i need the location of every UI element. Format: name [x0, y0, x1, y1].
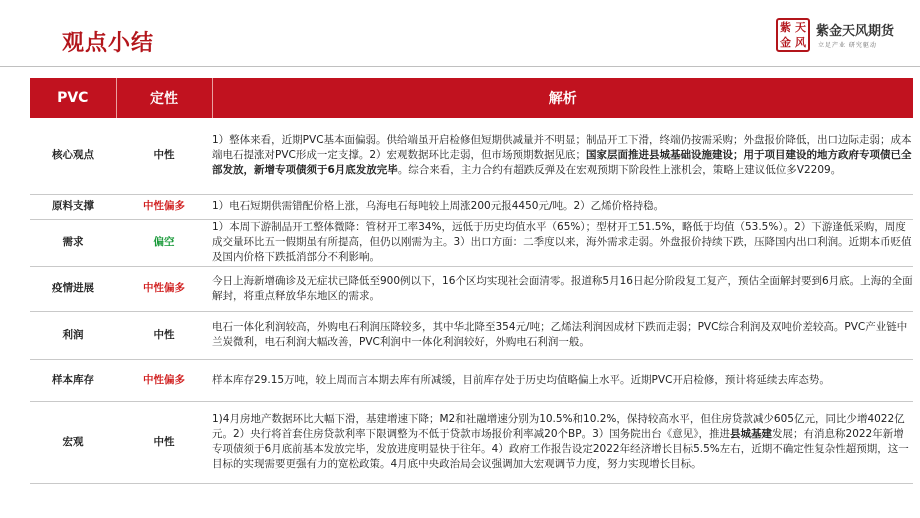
aspect-cell: 样本库存: [30, 359, 116, 401]
rating-cell: 中性: [116, 118, 212, 194]
table-row: [30, 219, 913, 266]
brand-logo: [776, 18, 916, 58]
analysis-text: 1)4月房地产数据环比大幅下滑，基建增速下降；M2和社融增速分别为10.5%和10.2%，保持较高水平，但住房贷款减少605亿元，同比少增4022亿元。2）央行将首套住房贷款利率下限调整为不低于贷款市场报价利率减20个BP。3）国务院出台《意见》，推进: [212, 413, 905, 440]
analysis-cell: [212, 359, 913, 401]
aspect-cell: 疫情进展: [30, 266, 116, 311]
aspect-cell: 需求: [30, 219, 116, 266]
table-row: [30, 311, 913, 359]
analysis-highlight: 国家层面推进县城基础设施建设；用于项目建设的地方政府专项债已全部发放，新增专项债须于6月底发放完毕: [212, 149, 912, 177]
analysis-text: 1）本周下游制品开工整体微降：管材开工率34%，远低于历史均值水平（65%）；型材开工51.5%，略低于均值（53.5%）。2）下游逢低采购，周度成交量环比五一假期虽有所提高，但仍以刚需为主。3）出口方面：二季度以来，海外需求走弱。外盘报价持续下跌，压降国内出口利润。近期本币贬值及国内价格下跌抵消部分不利影响。: [212, 221, 912, 263]
analysis-cell: [212, 118, 913, 194]
aspect-cell: 原料支撑: [30, 194, 116, 219]
rating-cell: 中性偏多: [116, 359, 212, 401]
analysis-text: 今日上海新增确诊及无症状已降低至900例以下，16个区均实现社会面清零。报道称5月16日起分阶段复工复产，预估全面解封要到6月底。上海的全面解封，将重点释放华东地区的需求。: [212, 274, 913, 302]
analysis-highlight: 县城基建: [730, 428, 773, 440]
header-cell-analysis: 解析: [212, 78, 913, 118]
analysis-text: 发展；有消息称2022年新增专项债须于6月底前基本发放完毕，发放进度明显快于往年。4）政府工作报告设定2022年经济增长目标5.5%左右，近期不确定性复杂性超预期，这一目标的实现需要更强有力的宽松政策。4月底中央政治局会议强调加大宏观调节力度，努力实现增长目标。: [212, 428, 909, 470]
header: [0, 0, 920, 68]
analysis-cell: [212, 401, 913, 483]
aspect-cell: 利润: [30, 311, 116, 359]
table-row: [30, 266, 913, 311]
seal-char: 紫: [780, 21, 791, 34]
analysis-cell: [212, 311, 913, 359]
header-cell-pvc: PVC: [30, 78, 116, 118]
seal-char: 金: [780, 36, 791, 49]
brand-name: 紫金天风期货: [816, 24, 895, 39]
analysis-cell: [212, 194, 913, 219]
analysis-cell: [212, 266, 913, 311]
aspect-cell: 核心观点: [30, 118, 116, 194]
analysis-text: 样本库存29.15万吨，较上周而言本期去库有所减缓，目前库存处于历史均值略偏上水平。近期PVC开启检修，预计将延续去库态势。: [212, 373, 830, 386]
page-title: 观点小结: [62, 31, 155, 56]
aspect-cell: 宏观: [30, 401, 116, 483]
header-divider: [0, 66, 920, 67]
header-cell-rating: 定性: [116, 78, 212, 118]
table-header-row: [30, 78, 913, 118]
analysis-text: 1）电石短期供需错配价格上涨，乌海电石每吨较上周涨200元报4450元/吨。2）乙烯价格持稳。: [212, 200, 665, 212]
seal-char: 天: [795, 21, 806, 34]
analysis-text: 。综合来看，主力合约有超跌反弹及在宏观预期下阶段性上涨机会，策略上建议低位多V2209。: [397, 164, 842, 177]
analysis-cell: [212, 219, 913, 266]
summary-table: [30, 78, 913, 484]
seal-icon: [776, 18, 810, 52]
rating-cell: 偏空: [116, 219, 212, 266]
rating-cell: 中性: [116, 401, 212, 483]
seal-char: 风: [795, 36, 806, 49]
analysis-text: 1）整体来看，近期PVC基本面偏弱。供给端虽开启检修但短期供减量并不明显；制品开工下滑，终端仍按需采购；外盘报价降低，出口边际走弱；成本端电石提涨对PVC形成一定支撑。2）宏观数据环比走弱，但市场预期数据见底；: [212, 134, 912, 162]
rating-cell: 中性偏多: [116, 266, 212, 311]
rating-cell: 中性: [116, 311, 212, 359]
table-row: [30, 118, 913, 194]
table-row: [30, 401, 913, 483]
analysis-text: 电石一体化利润较高，外购电石利润压降较多，其中华北降至354元/吨；乙烯法利润因成材下跌而走弱；PVC综合利润及双吨价差较高。PVC产业链中兰炭微利，电石利润大幅改善，PVC利润中一体化利润较好，外购电石利润一般。: [212, 321, 908, 348]
rating-cell: 中性偏多: [116, 194, 212, 219]
table-row: [30, 194, 913, 219]
brand-slogan: 立足产业 研究驱动: [818, 42, 877, 49]
table-row: [30, 359, 913, 401]
